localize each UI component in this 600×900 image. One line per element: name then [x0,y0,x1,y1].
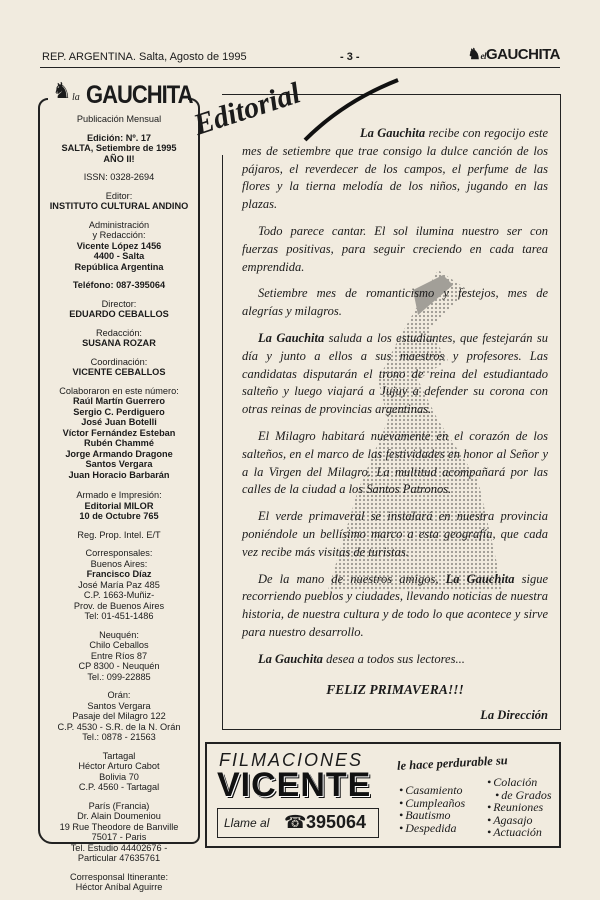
editorial-body [242,125,548,734]
collaborator: Juan Horacio Barbarán [68,469,170,480]
ad-name: VICENTE [217,766,372,804]
page-header [40,47,560,68]
neuquen-line: Chilo Ceballos [89,640,149,650]
admin-address: 4400 - Salta [93,251,145,261]
redaccion: SUSANA ROZAR [82,338,156,348]
ad-slogan: le hace perdurable su [396,753,509,773]
collaborator: Rubén Chammé [84,438,154,448]
neuquen-line: Tel.: 099-22885 [87,671,151,682]
bsas-line: José María Paz 485 [78,579,160,590]
armado-label: Armado e Impresión: [76,490,162,500]
itinerante: Héctor Aníbal Aguirre [75,882,163,892]
tartagal-line: Héctor Arturo Cabot [78,761,160,771]
header-brand: ♞elGAUCHITA [467,46,560,63]
redaccion-label: Redacción: [96,327,142,338]
ad-service: • Actuación [487,826,552,839]
page-number: - 3 - [340,51,360,63]
editorial-paragraph: La Gauchita recibe con regocijo este mes de setiembre que trae consigo la dulce canción de los pájaros, el reverdecer de los campos, el perfume de las flores y la tierna melodía de los niños, jugando en las plazas. [242,126,549,212]
coordinacion-label: Coordinación: [90,356,148,367]
admin-address: República Argentina [74,261,164,272]
masthead-logo: ♞ la GAUCHITA [48,78,188,112]
ad-service: • de Grados [487,789,552,802]
ad-services-col1 [399,784,465,834]
editor-label: Editor: [105,190,133,201]
editorial-paragraph: Setiembre mes de romanticismo y festejos, mes de alegrías y milagros. [242,286,548,319]
ad-services-col2 [487,776,552,839]
neuquen-label: Neuquén: [99,629,139,640]
ad-service: • Colación [487,776,552,789]
edition-line: Edición: Nº. 17 [86,132,152,143]
editorial-paragraph: El verde primaveral se instalará en nuestra provincia poniéndole un bellísimo marco a esta geografía, que cada vez recibe más visitas de turistas. [242,509,548,559]
editorial-paragraph: De la mano de nuestros amigos, La Gauchita sigue recorriendo pueblos y ciudades, llevando noticias de nuestra historia, de nuestra cultura y de todo lo que acontece y sirve para nuestro desarrollo. [242,571,549,639]
armado: Editorial MILOR [84,500,154,511]
editor: INSTITUTO CULTURAL ANDINO [49,201,189,211]
telephone-icon: ☎ [284,812,307,832]
header-date: REP. ARGENTINA. Salta, Agosto de 1995 [42,51,247,63]
ad-service: • Bautismo [399,809,465,822]
editorial-paragraph: El Milagro habitará nuevamente en el corazón de los salteños, en el marco de las festividades en honor al Señor y a la Virgen del Milagro. La multitud acompañará por las calles de la ciudad a los Santos Patronos. [242,428,548,497]
header-figure-icon: ♞ [467,46,481,63]
filmaciones-ad [205,742,561,848]
corresponsales-label: Corresponsales: [85,548,153,558]
admin-label: Administración [88,219,150,230]
coordinacion: VICENTE CEBALLOS [72,367,166,377]
collaborator: Raúl Martín Guerrero [73,396,165,406]
oran-line: Santos Vergara [87,700,151,711]
editorial-paragraph: La Gauchita saluda a los estudiantes, que festejarán su día y junto a ellos a sus maestros y profesores. Las candidatas disputarán el trono de reina del estudiantado salteño y luego viajará a Jujuy a defender su corona con otras reinas de provincias argentinas. [242,330,548,417]
neuquen-line: Entre Ríos 87 [90,650,148,661]
collaborator: Víctor Fernández Esteban [62,427,176,438]
itinerante-label: Corresponsal Itinerante: [69,871,169,882]
director-label: Director: [101,298,137,309]
paris-label: París (Francia) [88,800,150,811]
ad-service: • Casamiento [399,784,465,797]
editorial-signature: La Dirección [480,708,548,723]
bsas-label: Buenos Aires: [90,558,148,569]
editorial-paragraph: La Gauchita desea a todos sus lectores... [258,651,465,666]
collaborator: Jorge Armando Dragone [65,448,173,459]
paris-line: Particular 47635761 [77,853,161,863]
reg-prop: Reg. Prop. Intel. E/T [77,529,161,540]
paris-line: Dr. Alain Doumeniou [77,811,161,821]
oran-line: C.P. 4530 - S.R. de la N. Orán [57,721,181,732]
admin-label: y Redacción: [92,230,146,240]
masthead-box [38,98,200,892]
ad-service: • Agasajo [487,814,552,827]
editorial-paragraph: Todo parece cantar. El sol ilumina nuestro ser con fuerzas positivas, para seguir creciendo en cada tarea emprendida. [242,223,548,274]
phone: Teléfono: 087-395064 [72,280,166,290]
admin-address: Vicente López 1456 [76,240,162,251]
editorial-title: Editorial [189,76,305,142]
gaucho-figure-icon: ♞ [52,78,72,103]
ad-service: • Despedida [399,822,465,835]
tartagal-label: Tartagal [102,750,136,761]
bsas-line: Francisco Díaz [86,569,152,579]
ad-call-label: Llame al [224,816,270,830]
ad-service: • Cumpleaños [399,797,465,810]
oran-label: Orán: [107,690,131,700]
masthead-info [40,114,198,893]
collab-label: Colaboraron en este número: [59,385,179,396]
director: EDUARDO CEBALLOS [69,309,169,319]
bsas-line: Prov. de Buenos Aires [73,600,165,611]
editorial-closing: FELIZ PRIMAVERA!!! [326,681,464,697]
armado: 10 de Octubre 765 [79,511,159,521]
ad-line1: FILMACIONES [219,750,364,770]
edition-line: SALTA, Setiembre de 1995 [61,143,177,153]
tartagal-line: Bolivia 70 [99,771,139,782]
ad-call-box [217,808,379,838]
publication-type: Publicación Mensual [76,114,162,124]
paris-line: 75017 - Paris [91,832,147,842]
edition-line: AÑO II! [103,153,135,164]
collaborator: José Juan Botelli [81,417,157,427]
neuquen-line: CP 8300 - Neuquén [78,661,160,671]
tartagal-line: C.P. 4560 - Tartagal [78,782,160,792]
collaborator: Sergio C. Perdiguero [73,406,165,417]
bsas-line: C.P. 1663-Muñiz- [83,590,155,600]
ad-phone: 395064 [306,812,367,832]
oran-line: Tel.: 0878 - 21563 [82,732,156,742]
bsas-line: Tel: 01-451-1486 [84,611,154,621]
paris-line: Tel. Estudio 44402676 - [70,842,168,853]
paris-line: 19 Rue Theodore de Banville [59,821,179,832]
collaborator: Santos Vergara [85,459,153,469]
ad-service: • Reuniones [487,801,552,814]
oran-line: Pasaje del Milagro 122 [72,711,166,721]
issn: ISSN: 0328-2694 [83,172,155,182]
